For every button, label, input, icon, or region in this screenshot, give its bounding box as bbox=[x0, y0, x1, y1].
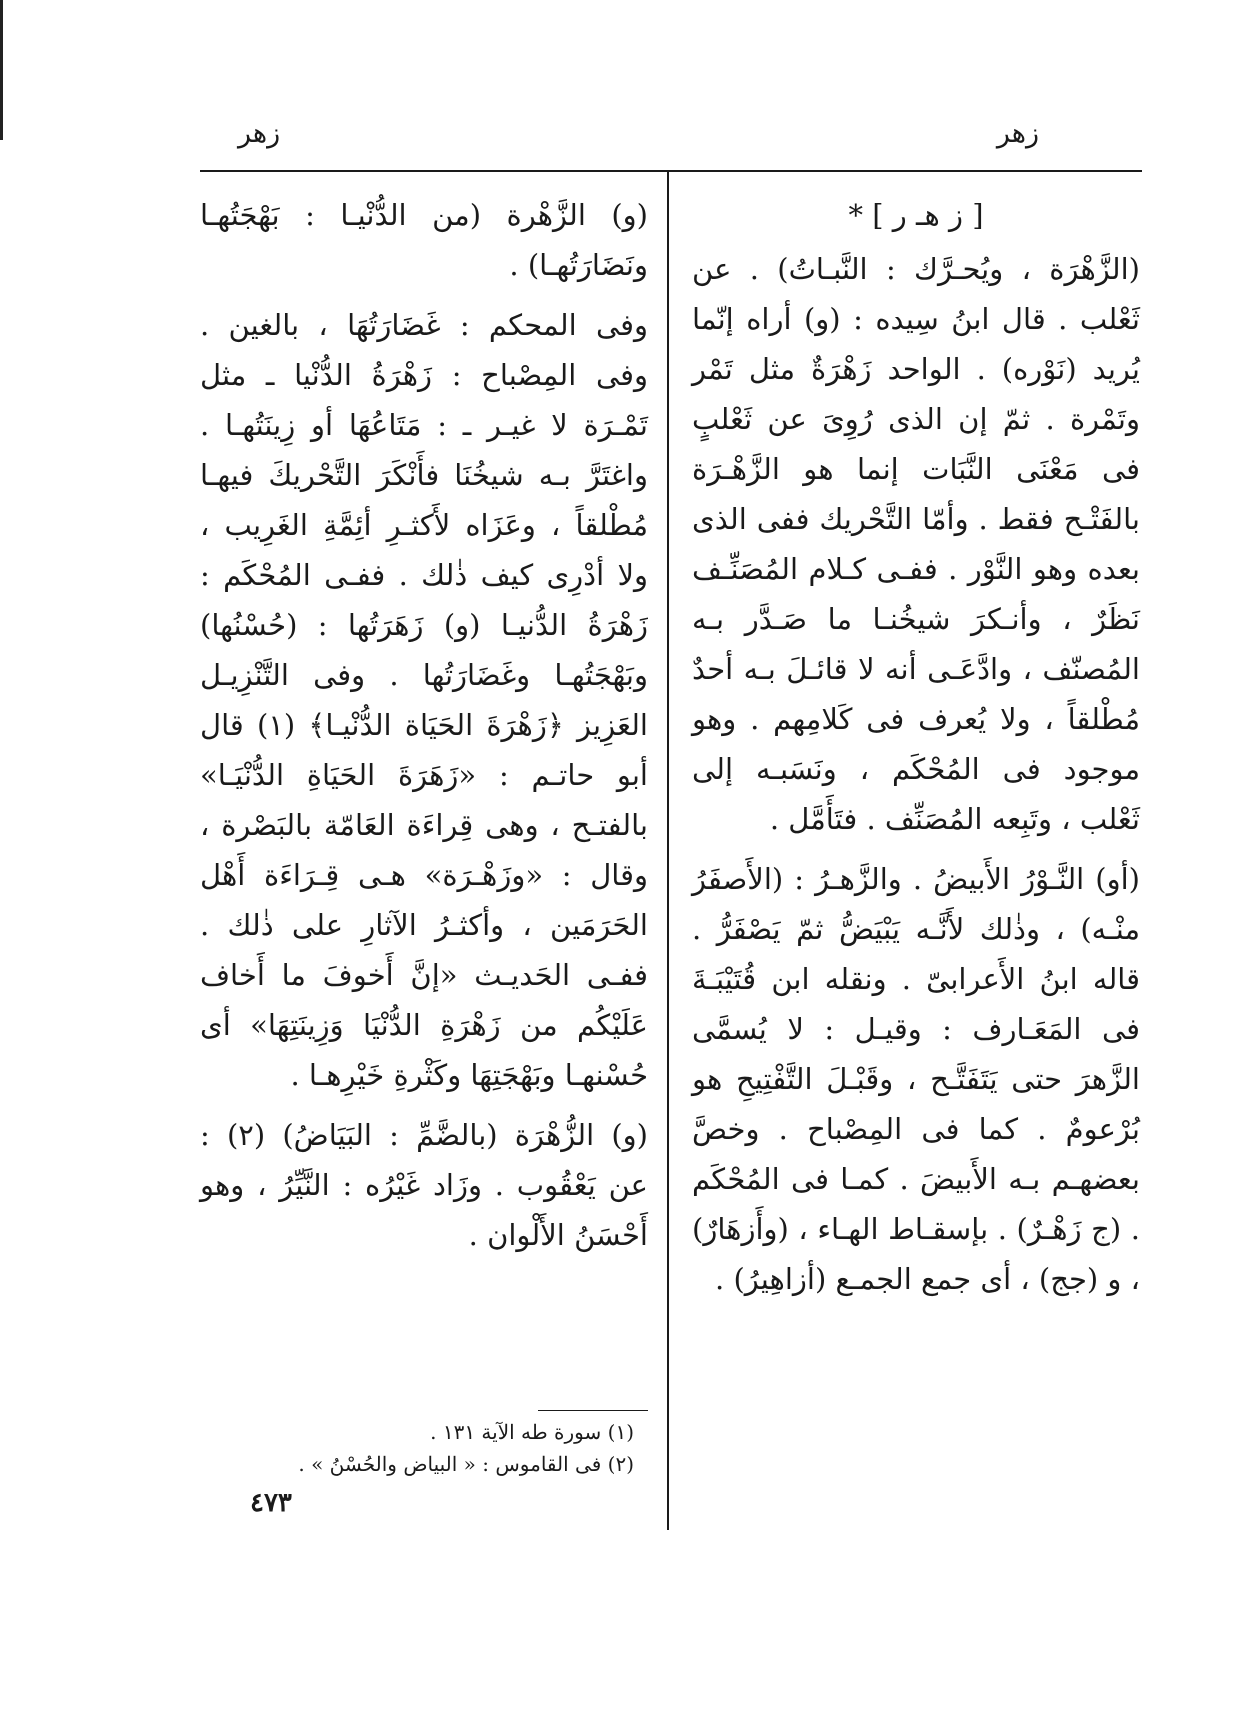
footnote-2: (٢) فى القاموس : « البياض والحُسْنُ » . bbox=[298, 1452, 634, 1476]
column-divider bbox=[667, 172, 669, 1530]
running-head-right: زهر bbox=[996, 118, 1039, 149]
running-head-left: زهر bbox=[238, 118, 281, 149]
footnote-rule bbox=[538, 1410, 648, 1411]
right-column bbox=[692, 190, 1140, 1314]
footnotes bbox=[200, 1410, 648, 1480]
left-paragraph-1: (و) الزَّهْرة (من الدُّنْيـا : بَهْجَتُهـا ونَضَارَتُهـا) . bbox=[200, 198, 648, 282]
left-column bbox=[200, 190, 648, 1270]
right-paragraph-1: (الزَّهْرَة ، ويُحـرَّك : النَّبـاتُ) . عن ثَعْلب . قال ابنُ سِيده : (و) أراه إنّما يُريد (نَوْره) . الواحد زَهْرَةٌ مثل تَمْر وتَمْرة . ثمّ إن الذى رُوِىَ عن ثَعْلبٍ فى مَعْنَى النَّبَات إنما هو الزَّهْـرَة بالفَتْـح فقط . وأمّا التَّحْريك ففى الذى بعده وهو النَّوْر . ففـى كـلام المُصَنِّـف نَظَرٌ ، وأنـكرَ شيخُنـا ما صَـدَّر بـه المُصنّف ، وادَّعَـى أنه لا قائـلَ بـه أحدٌ مُطْلقاً ، ولا يُعرف فى كَلامِهم . وهو موجود فى المُحْكَم ، ونَسَبـه إلى ثَعْلب ، وتَبِعه المُصَنِّف . فتَأَمَّل . bbox=[692, 252, 1140, 836]
left-paragraph-2: وفى المحكم : غَضَارَتُهَا ، بالغين . وفى المِصْباح : زَهْرَةُ الدُّنْيا ـ مثل تَمْـرَة لا غيـر ـ : مَتَاعُهَا أو زِينَتُهـا . واغتَرَّ بـه شيخُنَا فأَنْكَرَ التَّحْريكَ فيهـا مُطْلقاً ، وعَزَاه لأَكثـرِ أئِمَّةِ الغَرِيب ، ولا أدْرِى كيف ذٰلك . ففـى المُحْكَم : زَهْرَةُ الدُّنيـا (و) زَهَرَتُها : (حُسْنُها) وبَهْجَتُهـا وغَضَارَتُها . وفى التَّنْزِيـل العَزِيز ﴿زَهْرَةَ الحَيَاة الدُّنْيـا﴾ (١) قال أبو حاتـم : «زَهَرَةَ الحَيَاةِ الدُّنْيَـا» بالفتـح ، وهى قِراءَة العَامّة بالبَصْرة ، وقال : «وزَهْـرَة» هـى قِـرَاءَة أَهْل الحَرَمَين ، وأكثـرُ الآثارِ على ذٰلك . ففـى الحَديـث «إنَّ أَخوفَ ما أَخاف عَلَيْكُم من زَهْرَةِ الدُّنْيَا وَزِينَتِهَا» أى حُسْنهـا وبَهْجَتِهَا وكَثْرةِ خَيْرِهـا . bbox=[200, 308, 648, 1092]
footnote-1: (١) سورة طه الآية ١٣١ . bbox=[430, 1420, 634, 1444]
left-paragraph-3: (و) الزُّهْرَة (بالضَّمِّ : البَيَاضُ) (٢) : عن يَعْقُوب . وزَاد غَيْرُه : النَّيِّرُ ، وهو أَحْسَنُ الأَلْوان . bbox=[200, 1118, 648, 1252]
page-number: ٤٧٣ bbox=[250, 1488, 292, 1518]
entry-title: [ ز هـ ر ] * bbox=[848, 198, 984, 232]
scan-edge-mark bbox=[0, 0, 3, 140]
right-paragraph-2: (أو) النَّـوْرُ الأَبيضُ . والزَّهـرُ : (الأَصفَرُ منْـه) ، وذٰلك لأَنَّـه يَبْيَضُّ ثمّ يَصْفَرُّ . قاله ابنُ الأَعرابىّ . ونقله ابن قُتَيْبَـةَ فى المَعَـارف : وقيـل : لا يُسمَّى الزَّهرَ حتى يَتَفَتَّـح ، وقَبْـلَ التَّفْتِيحِ هو بُرْعومٌ . كما فى المِصْباح . وخصَّ بعضهـم بـه الأَبيضَ . كمـا فى المُحْكَم . (ج زَهْـرٌ) . بإسقـاط الهـاء ، (وأَزهَارٌ) ، و (جج) ، أى جمع الجمـع (أزاهِيرُ) . bbox=[692, 862, 1140, 1296]
header-rule bbox=[200, 170, 1142, 172]
